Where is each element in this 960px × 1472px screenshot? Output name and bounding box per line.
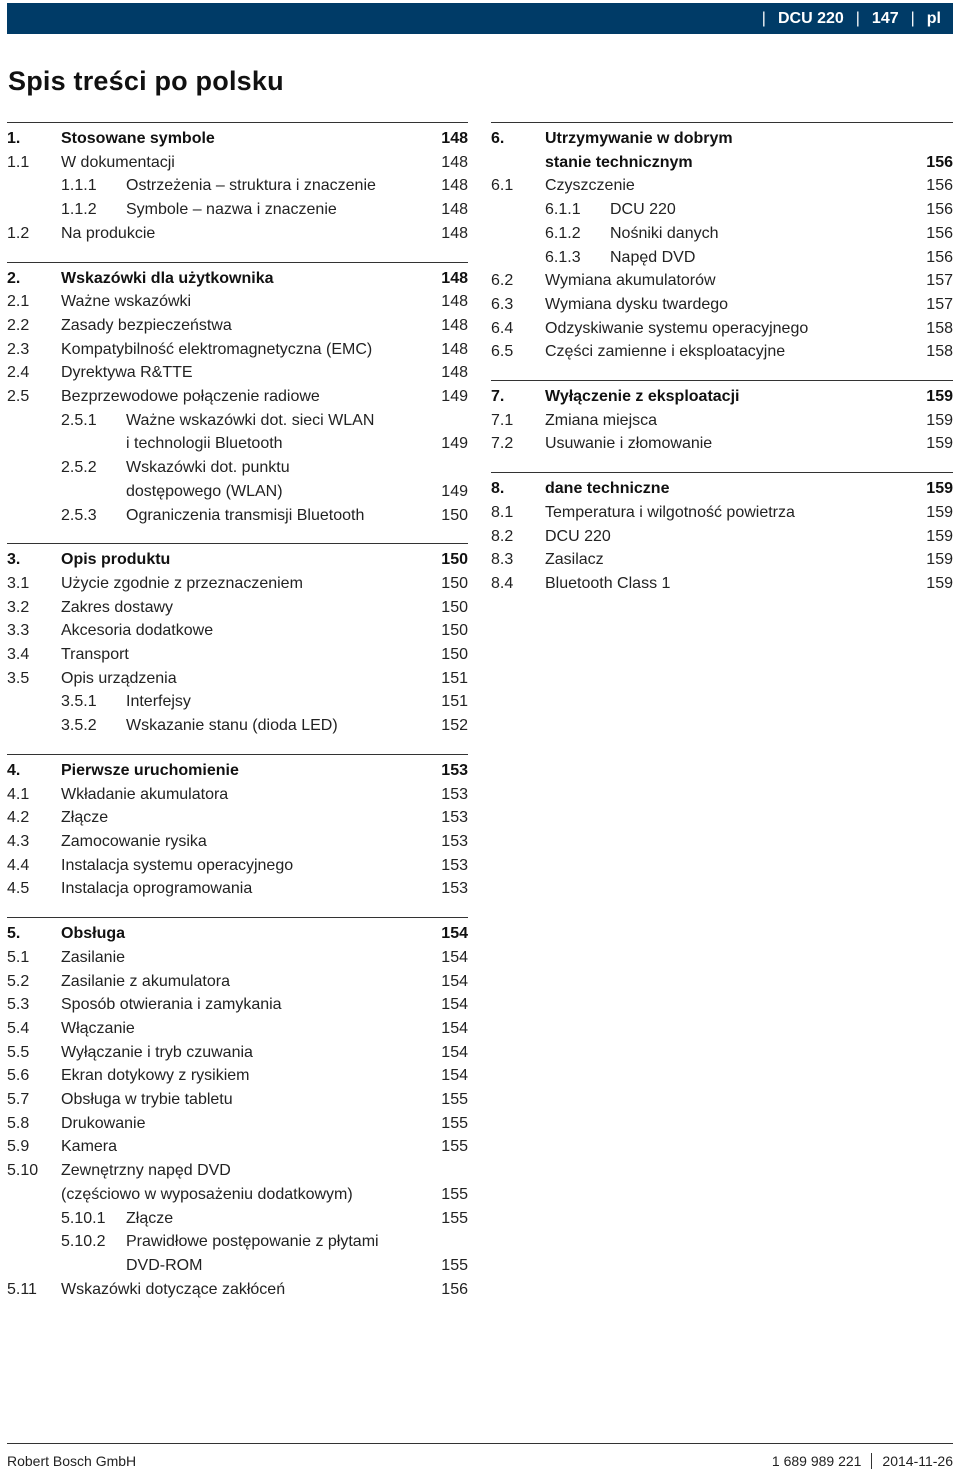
toc-entry-number: 1.2	[7, 224, 30, 242]
toc-entry-title: Opis urządzenia	[61, 669, 177, 687]
toc-entry[interactable]	[491, 409, 953, 433]
toc-entry-title: Akcesoria dodatkowe	[61, 622, 214, 640]
toc-entry-page: 151	[441, 669, 468, 687]
toc-entry[interactable]	[7, 314, 468, 338]
toc-entry-page: 154	[441, 1043, 468, 1061]
toc-entry-title: Na produkcie	[61, 224, 156, 242]
toc-entry[interactable]	[7, 759, 468, 783]
toc-entry-number: 7.1	[491, 411, 514, 429]
toc-entry-page: 150	[441, 551, 468, 569]
toc-entry-title: Temperatura i wilgotność powietrza	[545, 503, 795, 521]
toc-entry-number: 6.1.2	[545, 224, 581, 242]
toc-entry-number: 5.9	[7, 1138, 30, 1156]
toc-entry[interactable]	[7, 877, 468, 901]
toc-section	[491, 380, 953, 456]
toc-entry-title: Instalacja oprogramowania	[61, 880, 253, 898]
header-product: DCU 220	[777, 9, 844, 27]
toc-entry-page: 153	[441, 785, 468, 803]
toc-entry-page: 158	[926, 319, 953, 337]
toc-entry[interactable]	[7, 1064, 468, 1088]
toc-entry-number: 6.2	[491, 272, 514, 290]
toc-entry-page: 148	[441, 364, 468, 382]
footer-doc-number: 1 689 989 221	[771, 1453, 862, 1469]
toc-entry-number: 6.1.1	[545, 201, 581, 219]
toc-entry[interactable]	[7, 1159, 468, 1206]
toc-entry-number: 5.6	[7, 1067, 30, 1085]
toc-entry-page: 157	[926, 295, 953, 313]
toc-entry-number: 6.3	[491, 295, 514, 313]
toc-entry-page: 159	[926, 527, 953, 545]
toc-entry-page: 152	[441, 717, 468, 735]
toc-entry-title: Złącze	[61, 809, 109, 827]
toc-entry-page: 153	[441, 761, 468, 779]
toc-entry-page: 155	[441, 1209, 468, 1227]
toc-entry-page: 156	[926, 201, 953, 219]
toc-entry[interactable]	[7, 222, 468, 246]
page-header	[7, 3, 953, 34]
toc-entry-title: Opis produktu	[61, 551, 171, 569]
page-footer	[7, 1452, 953, 1470]
toc-entry-title: Wymiana dysku twardego	[545, 295, 729, 313]
toc-entry-title: Wskazanie stanu (dioda LED)	[126, 717, 338, 735]
toc-entry-title: Sposób otwierania i zamykania	[61, 996, 282, 1014]
toc-entry[interactable]	[491, 269, 953, 293]
toc-entry-title: Zmiana miejsca	[545, 411, 658, 429]
toc-entry-number: 6.5	[491, 343, 514, 361]
toc-entry-title: Ważne wskazówki	[61, 293, 192, 311]
toc-entry-title: Czyszczenie	[545, 177, 635, 195]
toc-entry[interactable]	[7, 643, 468, 667]
toc-entry-title: Wyłączanie i tryb czuwania	[61, 1043, 253, 1061]
toc-left-column	[7, 122, 468, 1317]
toc-entry-number: 5.11	[7, 1280, 37, 1298]
toc-entry-page: 149	[441, 435, 468, 453]
toc-entry-number: 4.1	[7, 785, 30, 803]
toc-entry[interactable]	[7, 504, 468, 528]
toc-entry-number: 5.10	[7, 1162, 39, 1180]
toc-entry-title: DCU 220	[610, 201, 676, 219]
toc-section	[7, 543, 468, 738]
toc-entry-page: 156	[926, 248, 953, 266]
toc-entry-page: 150	[441, 506, 468, 524]
toc-entry-title: Pierwsze uruchomienie	[61, 761, 239, 779]
toc-entry-page: 159	[926, 388, 953, 406]
toc-section	[491, 472, 953, 596]
toc-entry-title: Ostrzeżenia – struktura i znaczenie	[126, 177, 376, 195]
footer-company: Robert Bosch GmbH	[7, 1453, 137, 1469]
toc-entry[interactable]	[491, 317, 953, 341]
toc-entry[interactable]	[7, 922, 468, 946]
toc-entry-title: Transport	[61, 646, 129, 664]
toc-section	[7, 122, 468, 246]
toc-entry-number: 8.2	[491, 527, 514, 545]
toc-entry-page: 156	[926, 177, 953, 195]
toc-entry[interactable]	[491, 222, 953, 246]
toc-entry[interactable]	[491, 246, 953, 270]
toc-entry[interactable]	[7, 198, 468, 222]
toc-entry-title: Obsługa w trybie tabletu	[61, 1091, 233, 1109]
toc-entry-page: 148	[441, 201, 468, 219]
toc-entry-number: 8.1	[491, 503, 514, 521]
toc-entry-number: 2.2	[7, 316, 30, 334]
toc-entry-title: Wkładanie akumulatora	[61, 785, 229, 803]
toc-entry[interactable]	[7, 783, 468, 807]
toc-entry-number: 3.4	[7, 646, 30, 664]
toc-entry-page: 155	[441, 1138, 468, 1156]
toc-entry-title: Kompatybilność elektromagnetyczna (EMC)	[61, 340, 373, 358]
header-page-number: 147	[871, 9, 899, 27]
toc-entry-number: 8.3	[491, 551, 514, 569]
toc-entry[interactable]	[491, 385, 953, 409]
toc-entry-title: Kamera	[61, 1138, 118, 1156]
toc-entry-page: 150	[441, 622, 468, 640]
toc-entry-number: 4.5	[7, 880, 30, 898]
toc-entry-page: 155	[441, 1256, 468, 1274]
toc-entry-number: 2.3	[7, 340, 30, 358]
toc-entry-title: Zasilacz	[545, 551, 604, 569]
toc-entry-page: 159	[926, 503, 953, 521]
toc-entry-title: Wskazówki dla użytkownika	[61, 269, 274, 287]
toc-entry[interactable]	[491, 198, 953, 222]
toc-entry-title: Napęd DVD	[610, 248, 696, 266]
toc-entry-number: 5.4	[7, 1019, 30, 1037]
toc-entry[interactable]	[7, 1230, 468, 1277]
toc-entry[interactable]	[7, 714, 468, 738]
toc-entry-page: 148	[441, 224, 468, 242]
toc-entry[interactable]	[7, 127, 468, 151]
toc-entry-page: 159	[926, 574, 953, 592]
toc-entry-number: 7.2	[491, 435, 514, 453]
toc-entry-title: Drukowanie	[61, 1114, 146, 1132]
toc-entry[interactable]	[7, 548, 468, 572]
toc-entry-page: 148	[441, 177, 468, 195]
toc-entry-title: Włączanie	[61, 1019, 135, 1037]
toc-entry[interactable]	[7, 361, 468, 385]
toc-entry-title: Utrzymywanie w dobrym stanie technicznym	[545, 130, 733, 171]
toc-entry[interactable]	[7, 854, 468, 878]
toc-entry[interactable]	[7, 1088, 468, 1112]
toc-entry-number: 5.8	[7, 1114, 30, 1132]
toc-entry-title: Złącze	[126, 1209, 174, 1227]
toc-entry-title: Instalacja systemu operacyjnego	[61, 856, 294, 874]
toc-entry-number: 2.4	[7, 364, 30, 382]
toc-entry-page: 153	[441, 832, 468, 850]
toc-entry-title: Ważne wskazówki dot. sieci WLAN i technologii Bluetooth	[126, 411, 375, 453]
toc-entry[interactable]	[7, 619, 468, 643]
toc-entry-page: 148	[441, 340, 468, 358]
header-separator: |	[910, 9, 915, 27]
toc-entry-page: 156	[926, 153, 953, 171]
toc-entry-number: 2.5.3	[61, 506, 97, 524]
toc-entry-title: Interfejsy	[126, 693, 191, 711]
toc-entry-title: Bluetooth Class 1	[545, 574, 671, 592]
toc-entry[interactable]	[7, 385, 468, 409]
toc-entry-number: 6.1	[491, 177, 514, 195]
toc-section	[7, 262, 468, 528]
toc-entry-title: Ograniczenia transmisji Bluetooth	[126, 506, 365, 524]
footer-date: 2014-11-26	[882, 1453, 953, 1469]
toc-entry-number: 3.5.1	[61, 693, 97, 711]
toc-entry-title: Zakres dostawy	[61, 598, 174, 616]
toc-entry-title: Wyłączenie z eksploatacji	[545, 388, 740, 406]
toc-entry-title: Odzyskiwanie systemu operacyjnego	[545, 319, 809, 337]
toc-entry[interactable]	[7, 690, 468, 714]
toc-entry-page: 150	[441, 598, 468, 616]
toc-entry[interactable]	[7, 1017, 468, 1041]
toc-entry[interactable]	[491, 174, 953, 198]
toc-entry-number: 1.	[7, 130, 21, 147]
toc-entry-number: 2.	[7, 269, 21, 287]
toc-entry[interactable]	[7, 667, 468, 691]
toc-entry[interactable]	[491, 501, 953, 525]
footer-separator	[871, 1453, 872, 1469]
toc-entry[interactable]	[491, 340, 953, 364]
toc-entry[interactable]	[491, 293, 953, 317]
toc-right-column	[491, 122, 953, 612]
page-title: Spis treści po polsku	[8, 66, 284, 96]
toc-entry-title: dane techniczne	[545, 480, 670, 498]
toc-entry[interactable]	[7, 290, 468, 314]
toc-entry-number: 2.5	[7, 388, 30, 406]
toc-entry-page: 154	[441, 948, 468, 966]
toc-entry[interactable]	[7, 946, 468, 970]
toc-entry-number: 8.4	[491, 574, 514, 592]
toc-entry-number: 3.3	[7, 622, 30, 640]
toc-entry-page: 159	[926, 411, 953, 429]
toc-entry-number: 1.1.1	[61, 177, 97, 195]
toc-entry-number: 5.3	[7, 996, 30, 1014]
toc-entry-page: 155	[441, 1114, 468, 1132]
toc-entry[interactable]	[491, 432, 953, 456]
toc-entry-number: 5.1	[7, 948, 30, 966]
toc-entry-number: 6.4	[491, 319, 514, 337]
toc-entry-number: 3.2	[7, 598, 30, 616]
header-separator: |	[761, 9, 766, 27]
toc-entry-number: 2.5.1	[61, 411, 97, 429]
toc-entry-number: 1.1	[7, 153, 30, 171]
toc-entry-page: 156	[441, 1280, 468, 1298]
toc-entry[interactable]	[7, 409, 468, 456]
toc-entry-number: 4.	[7, 761, 21, 779]
toc-entry-page: 153	[441, 856, 468, 874]
toc-entry-number: 5.10.2	[61, 1233, 106, 1251]
toc-entry-title: Bezprzewodowe połączenie radiowe	[61, 388, 320, 406]
toc-entry[interactable]	[491, 127, 953, 174]
toc-entry-number: 3.1	[7, 574, 30, 592]
toc-entry-title: Wskazówki dotyczące zakłóceń	[61, 1280, 286, 1298]
toc-entry-number: 5.10.1	[61, 1209, 106, 1227]
toc-section	[7, 917, 468, 1301]
toc-entry-number: 3.5	[7, 669, 30, 687]
toc-entry-number: 6.	[491, 130, 505, 147]
toc-entry[interactable]	[7, 1135, 468, 1159]
toc-entry-page: 153	[441, 880, 468, 898]
toc-entry-page: 155	[441, 1091, 468, 1109]
toc-entry-page: 148	[441, 293, 468, 311]
toc-entry-page: 150	[441, 574, 468, 592]
toc-entry-page: 149	[441, 388, 468, 406]
toc-entry-title: Zewnętrzny napęd DVD (częściowo w wyposażeniu dodatkowym)	[61, 1162, 353, 1203]
toc-entry[interactable]	[7, 174, 468, 198]
toc-entry-page: 159	[926, 551, 953, 569]
toc-entry-number: 7.	[491, 388, 505, 406]
toc-section	[7, 754, 468, 901]
toc-entry[interactable]	[7, 1278, 468, 1302]
toc-entry[interactable]	[491, 572, 953, 596]
footer-rule	[7, 1443, 953, 1444]
toc-entry-page: 150	[441, 646, 468, 664]
toc-entry-title: Części zamienne i eksploatacyjne	[545, 343, 786, 361]
toc-entry-number: 2.1	[7, 293, 30, 311]
toc-entry-title: Dyrektywa R&TTE	[61, 364, 193, 382]
toc-entry-title: Stosowane symbole	[61, 130, 215, 147]
toc-entry[interactable]	[7, 806, 468, 830]
toc-entry[interactable]	[491, 548, 953, 572]
toc-entry-title: Wskazówki dot. punktu dostępowego (WLAN)	[126, 459, 290, 500]
toc-entry-page: 148	[441, 153, 468, 171]
toc-entry-title: Prawidłowe postępowanie z płytami DVD-ROM	[126, 1233, 379, 1274]
toc-entry-page: 159	[926, 480, 953, 498]
toc-entry-page: 154	[441, 1019, 468, 1037]
toc-entry-page: 153	[441, 809, 468, 827]
footer-right	[772, 1453, 953, 1469]
toc-entry-number: 5.	[7, 925, 21, 943]
toc-entry[interactable]	[7, 267, 468, 291]
toc-entry-page: 154	[441, 1067, 468, 1085]
toc-entry-number: 8.	[491, 480, 505, 498]
toc-entry-title: Nośniki danych	[610, 224, 719, 242]
toc-entry-page: 157	[926, 272, 953, 290]
toc-entry-page: 148	[441, 316, 468, 334]
toc-entry-number: 6.1.3	[545, 248, 581, 266]
toc-entry-page: 155	[441, 1185, 468, 1203]
toc-entry[interactable]	[7, 151, 468, 175]
toc-entry-number: 3.	[7, 551, 21, 569]
toc-entry-number: 3.5.2	[61, 717, 97, 735]
toc-entry-page: 158	[926, 343, 953, 361]
toc-entry[interactable]	[7, 456, 468, 503]
toc-entry-number: 2.5.2	[61, 459, 97, 477]
toc-entry-number: 1.1.2	[61, 201, 97, 219]
toc-entry-number: 5.5	[7, 1043, 30, 1061]
toc-entry-page: 154	[441, 996, 468, 1014]
toc-section	[491, 122, 953, 364]
toc-entry-number: 5.2	[7, 972, 30, 990]
toc-entry-page: 148	[441, 269, 468, 287]
toc-entry[interactable]	[491, 525, 953, 549]
toc-entry[interactable]	[7, 993, 468, 1017]
toc-entry-number: 4.4	[7, 856, 30, 874]
toc-entry-title: Użycie zgodnie z przeznaczeniem	[61, 574, 303, 592]
toc-entry-title: Zasilanie z akumulatora	[61, 972, 230, 990]
header-language: pl	[926, 9, 941, 27]
toc-entry-title: Ekran dotykowy z rysikiem	[61, 1067, 250, 1085]
toc-entry[interactable]	[7, 572, 468, 596]
toc-entry[interactable]	[7, 596, 468, 620]
toc-entry-title: Zasilanie	[61, 948, 126, 966]
toc-entry-title: Usuwanie i złomowanie	[545, 435, 713, 453]
toc-entry[interactable]	[7, 338, 468, 362]
toc-entry[interactable]	[7, 1207, 468, 1231]
toc-entry[interactable]	[7, 830, 468, 854]
toc-entry-page: 159	[926, 435, 953, 453]
toc-entry[interactable]	[491, 477, 953, 501]
toc-entry-title: DCU 220	[545, 527, 611, 545]
toc-entry-number: 4.2	[7, 809, 30, 827]
toc-entry[interactable]	[7, 1041, 468, 1065]
toc-entry-page: 151	[441, 693, 468, 711]
toc-entry[interactable]	[7, 1112, 468, 1136]
toc-entry-number: 4.3	[7, 832, 30, 850]
toc-entry-title: W dokumentacji	[61, 153, 175, 171]
toc-entry-page: 154	[441, 925, 468, 943]
toc-entry-number: 5.7	[7, 1091, 30, 1109]
toc-entry-page: 154	[441, 972, 468, 990]
toc-entry-title: Symbole – nazwa i znaczenie	[126, 201, 337, 219]
toc-entry-page: 156	[926, 224, 953, 242]
header-separator: |	[855, 9, 860, 27]
toc-entry-title: Obsługa	[61, 925, 126, 943]
toc-entry-title: Wymiana akumulatorów	[545, 272, 716, 290]
toc-entry-title: Zamocowanie rysika	[61, 832, 207, 850]
toc-entry-page: 148	[441, 130, 468, 147]
toc-entry-title: Zasady bezpieczeństwa	[61, 316, 232, 334]
toc-entry-page: 149	[441, 482, 468, 500]
toc-entry[interactable]	[7, 970, 468, 994]
